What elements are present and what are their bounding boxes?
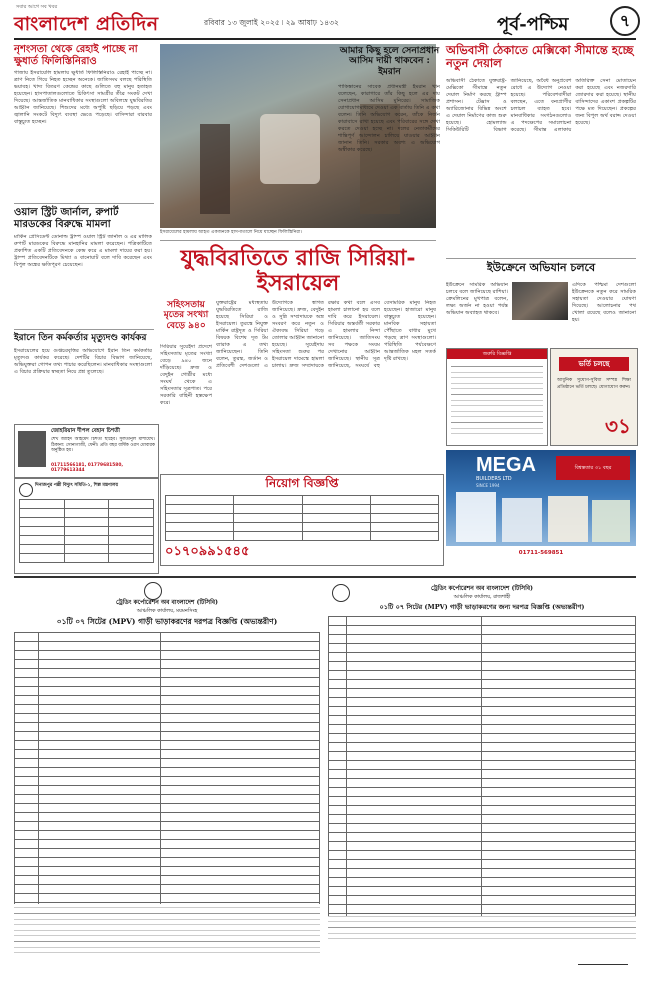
tender-table (14, 632, 320, 921)
headline-imran: আমার কিছু হলে সেনাপ্রধান আসিম দায়ী থাকবেন : ইমরান (339, 46, 440, 77)
portrait-photo (512, 282, 568, 320)
ad-big-number: ৩১ (605, 414, 631, 438)
tender-table (328, 616, 636, 923)
article-body: ইসরায়েলের হয়ে গুপ্তচরবৃত্তির অভিযোগে ইরান তিন কর্মকর্তার মৃত্যুদণ্ড কার্যকর করেছে। দেশটির বিচার বিভাগ জানিয়েছে, অভিযুক্তরা গোপন তথ্য পাচার করেছিলেন। মানবাধিকার সংস্থাগুলো এ বিচার প্রক্রিয়ার স্বচ্ছতা নিয়ে প্রশ্ন তুলেছে। (14, 348, 152, 375)
tender-notice-1: ট্রেডিং কর্পোরেশন অব বাংলাদেশ (টিসিবি) আঞ্চলিক কার্যালয়, ময়মনসিংহ ০১টি ০৭ সিটের (MPV) গাড়ী ভাড়াকরণের দরপত্র বিজ্ঞপ্তি (অভ্যন্তরীণ) (14, 582, 320, 974)
ad-title: জোহরিয়ান দীপল বেহান চিশতী (51, 428, 120, 434)
display-ad: ভর্তি চলছে আধুনিক সুযোগ-সুবিধা সম্পন্ন শিক্ষা প্রতিষ্ঠানে ভর্তি চলছে। যোগাযোগ করুন। ৩১ (550, 348, 638, 446)
avatar (18, 431, 46, 467)
article-body: গাজায় ইসরায়েলি হামলায় ক্ষুধার্ত ফিলিস্তিনিরাও রেহাই পাচ্ছে না। ত্রাণ নিতে গিয়ে নিহত হচ্ছেন অনেকে। জাতিসংঘ বলছে পরিস্থিতি ভয়াবহ। খাদ্য বিতরণ কেন্দ্রের কাছে গুলিতে বহু মানুষ হতাহত হয়েছেন। হাসপাতালগুলোতে চিকিৎসা সামগ্রীর তীব্র সংকট দেখা দিয়েছে। আন্তর্জাতিক মানবাধিকার সংস্থাগুলো অবিলম্বে যুদ্ধবিরতির আহ্বান জানিয়েছে। শিশুদের মধ্যে অপুষ্টি ছড়িয়ে পড়ছে এবং জ্বালানি সংকটে বিদ্যুৎ ব্যবস্থা ভেঙে পড়েছে। বাসিন্দারা বারবার বাস্তুচ্যুত হচ্ছেন। (14, 70, 152, 125)
headline-starving-palestinians: নৃশংসতা থেকে রেহাই পাচ্ছে না ক্ষুধার্ত ফিলিস্তিনিরাও (14, 44, 138, 67)
personal-ad: জোহরিয়ান দীপল বেহান চিশতী শেখ জাহিদ আহমেদ চিশতী ছাহেব। সুলতানুল মাশায়েখ। ঠিকানা: সোনাগাজী, ফেনী। প্রতি বছর বার্ষিক ওরস মোবারক অনুষ্ঠিত হয়। 01711566181, 01779681580, 01779613344 (14, 424, 159, 478)
mega-builders-ad: MEGA BUILDERS LTD SINCE 1994 বিশ্বস্ততার ৩১ বছর 01711-569851 (446, 450, 636, 560)
newspaper-logo: বাংলাদেশ প্রতিদিন (14, 13, 159, 35)
ad-phone: 01711566181, 01779681580, 01779613344 (51, 463, 124, 473)
govt-seal-icon (19, 483, 33, 497)
signature (578, 948, 628, 965)
tender-notice-2: ট্রেডিং কর্পোরেশন অব বাংলাদেশ (টিসিবি) আঞ্চলিক কার্যালয়, রাজশাহী ০১টি ০৭ সিটের (MPV) গাড়ী ভাড়াকরণের জন্য দরপত্র বিজ্ঞপ্তি (অভ্যন্তরীণ) (328, 582, 636, 974)
photo-caption: ইসরায়েলের হামলায় আহত একজনকে হাসপাতালে নিয়ে যাচ্ছেন ফিলিস্তিনিরা। (160, 230, 302, 235)
job-table (165, 495, 439, 541)
logo-tagline: সবার আগে সব খবর (16, 4, 58, 10)
article-body: অভিবাসী ঠেকাতে যুক্তরাষ্ট্র-মেক্সিকো সীমান্তে নতুন দেয়াল নির্মাণ করছে ট্রাম্প প্রশাসন। টেক্সাস ও অ্যারিজোনার বিভিন্ন অংশে এ দেয়াল নির্মাণের কাজ শুরু হয়েছে। হোমল্যান্ড সিকিউরিটি বিভাগ জানিয়েছে, অবৈধ অনুপ্রবেশ রোধে এ উদ্যোগ নেওয়া হয়েছে। পরিবেশবাদীরা বলছেন, এতে বন্যপ্রাণীর চলাচল ব্যাহত হবে। মানবাধিকার সংগঠনগুলোও এ পদক্ষেপের সমালোচনা করেছে। সীমান্ত এলাকায় অতিরিক্ত সেনা মোতায়েন করা হয়েছে এবং নজরদারি জোরদার করা হয়েছে। স্থানীয় বাসিন্দাদের একাংশ প্রকল্পটির পক্ষে মত দিয়েছেন। প্রকল্পের জন্য বিপুল অর্থ বরাদ্দ দেওয়া হয়েছে। (446, 78, 636, 133)
job-notice (160, 474, 444, 566)
price-list-ad: জরুরি বিজ্ঞপ্তি (446, 348, 548, 446)
headline-wsj-murdoch: ওয়াল স্ট্রিট জার্নাল, রুপার্ট মারডকের বিরুদ্ধে মামলা (14, 207, 119, 230)
article-body: পাকিস্তানের সাবেক প্রধানমন্ত্রী ইমরান খান বলেছেন, কারাগারে তাঁর কিছু হলে এর দায় সেনাপ্রধান আসিম মুনিরের। সামাজিক যোগাযোগমাধ্যমে দেওয়া এক বার্তায় তিনি এ কথা বলেন। তিনি অভিযোগ করেন, তাঁকে নির্জন কারাবাসে রাখা হয়েছে এবং পরিবারের সঙ্গে দেখা করতে দেওয়া হচ্ছে না। দলের নেতাকর্মীদের শান্তিপূর্ণ আন্দোলন চালিয়ে যাওয়ার আহ্বান জানান তিনি। সরকার অবশ্য এ অভিযোগ অস্বীকার করেছে। (338, 84, 440, 153)
tender-title: ০১টি ০৭ সিটের (MPV) গাড়ী ভাড়াকরণের দরপত্র বিজ্ঞপ্তি (অভ্যন্তরীণ) (56, 617, 278, 626)
article-body: মার্কিন প্রেসিডেন্ট ডোনাল্ড ট্রাম্প ওয়াল স্ট্রিট জার্নাল ও এর মালিক রুপার্ট মারডকের বিরুদ্ধে মানহানির মামলা করেছেন। পত্রিকাটিতে প্রকাশিত একটি প্রতিবেদনকে কেন্দ্র করে এ মামলা দায়ের করা হয়। ট্রাম্প প্রতিবেদনটিকে মিথ্যা ও বানোয়াট বলে দাবি করেছেন এবং বিপুল অঙ্কের ক্ষতিপূরণ চেয়েছেন। (14, 234, 152, 268)
section-title: পূর্ব-পশ্চিম (497, 14, 569, 35)
job-notice-title: নিয়োগ বিজ্ঞপ্তি (265, 476, 339, 490)
article-body: যুক্তরাষ্ট্রের মধ্যস্থতায় যুদ্ধবিরতিতে রাজি হয়েছে সিরিয়া ও ইসরায়েল। তুরস্কে নিযুক্ত মার্কিন রাষ্ট্রদূত ও সিরিয়া বিষয়ক বিশেষ দূত টম ব্যারাক এ তথ্য জানিয়েছেন। তিনি বলেন, তুরস্ক, জর্ডান ও প্রতিবেশী দেশগুলো এ উদ্যোগকে স্বাগত জানিয়েছে। দ্রুজ, বেদুইন ও সুন্নি সম্প্রদায়কে অস্ত্র সংবরণ করে নতুন ও ঐক্যবদ্ধ সিরিয়া গড়ে তোলার আহ্বান জানানো হয়েছে। সুয়েইদায় সহিংসতা শুরুর পর ইসরায়েল দামেস্কে হামলা চালায়। দ্রুজ সম্প্রদায়কে রক্ষার কথা বলে এসব হামলা চালানো হয় বলে দাবি করে ইসরায়েল। সিরিয়ার অন্তর্বর্তী সরকার এ হামলার নিন্দা জানিয়েছে। জাতিসংঘ সব পক্ষকে সংযম দেখানোর আহ্বান জানিয়েছে। স্থানীয় সূত্র জানিয়েছে, সংঘর্ষে বহু বেসামরিক মানুষ নিহত হয়েছেন। হাজারো মানুষ বাস্তুচ্যুত হয়েছেন। মানবিক সহায়তা পৌঁছাতে বাধার মুখে পড়ছে ত্রাণ সংস্থাগুলো। পরিস্থিতি পর্যবেক্ষণে আন্তর্জাতিক মহল সতর্ক দৃষ্টি রাখছে। (216, 300, 436, 369)
small-notice: দিনাজপুর পল্লী বিদ্যুৎ সমিতি-১, শিল্প মন্ত্রণালয় (14, 478, 159, 574)
headline-iran-executions: ইরানে তিন কর্মকর্তার মৃত্যুদণ্ড কার্যকর (14, 333, 147, 343)
tcb-logo-icon (144, 582, 162, 600)
headline-ukraine: ইউক্রেনে অভিযান চলবে (486, 261, 596, 274)
article-body: সিরিয়ার সুয়েইদা প্রদেশে সহিংসতায় মৃতের সংখ্যা বেড়ে ৯৪০ জনে দাঁড়িয়েছে। দ্রুজ ও বেদুইন গোষ্ঠীর মধ্যে সংঘর্ষ থেকে এ সহিংসতার সূত্রপাত। পরে সরকারি বাহিনী হস্তক্ষেপ করে। (160, 344, 212, 406)
tender-title: ০১টি ০৭ সিটের (MPV) গাড়ী ভাড়াকরণের জন্য দরপত্র বিজ্ঞপ্তি (অভ্যন্তরীণ) (379, 603, 585, 611)
sub-headline: সহিংসতায় মৃতের সংখ্যা বেড়ে ৯৪০ (163, 300, 209, 331)
masthead (14, 4, 636, 40)
article-body: ইউক্রেনে সামরিক অভিযান চলবে বলে জানিয়েছে রাশিয়া। ক্রেমলিনের মুখপাত্র বলেন, লক্ষ্য অর্জন না হওয়া পর্যন্ত অভিযান অব্যাহত থাকবে। (446, 282, 508, 316)
issue-date: রবিবার ১৩ জুলাই ২০২৫ ৷ ২৯ আষাঢ় ১৪৩২ (204, 18, 339, 27)
ad-phone: 01711-569851 (446, 546, 636, 560)
ad-brand: MEGA (476, 454, 536, 476)
notice-table (19, 499, 154, 563)
article-body: এদিকে পশ্চিমা দেশগুলো ইউক্রেনকে নতুন করে সামরিক সহায়তা দেওয়ার ঘোষণা দিয়েছে। আলোচনার পথ খোলা রয়েছে বলেও জানানো হয়। (572, 282, 636, 323)
page-number: ৭ (610, 6, 640, 36)
job-phone: ০১৭০৯৯১৫৪৫ (165, 544, 250, 559)
main-headline: যুদ্ধবিরতিতে রাজি সিরিয়া-ইসরায়েল (180, 245, 416, 297)
headline-mexico-wall: অভিবাসী ঠেকাতে মেক্সিকো সীমান্তে হচ্ছে নতুন দেয়াল (446, 43, 634, 71)
